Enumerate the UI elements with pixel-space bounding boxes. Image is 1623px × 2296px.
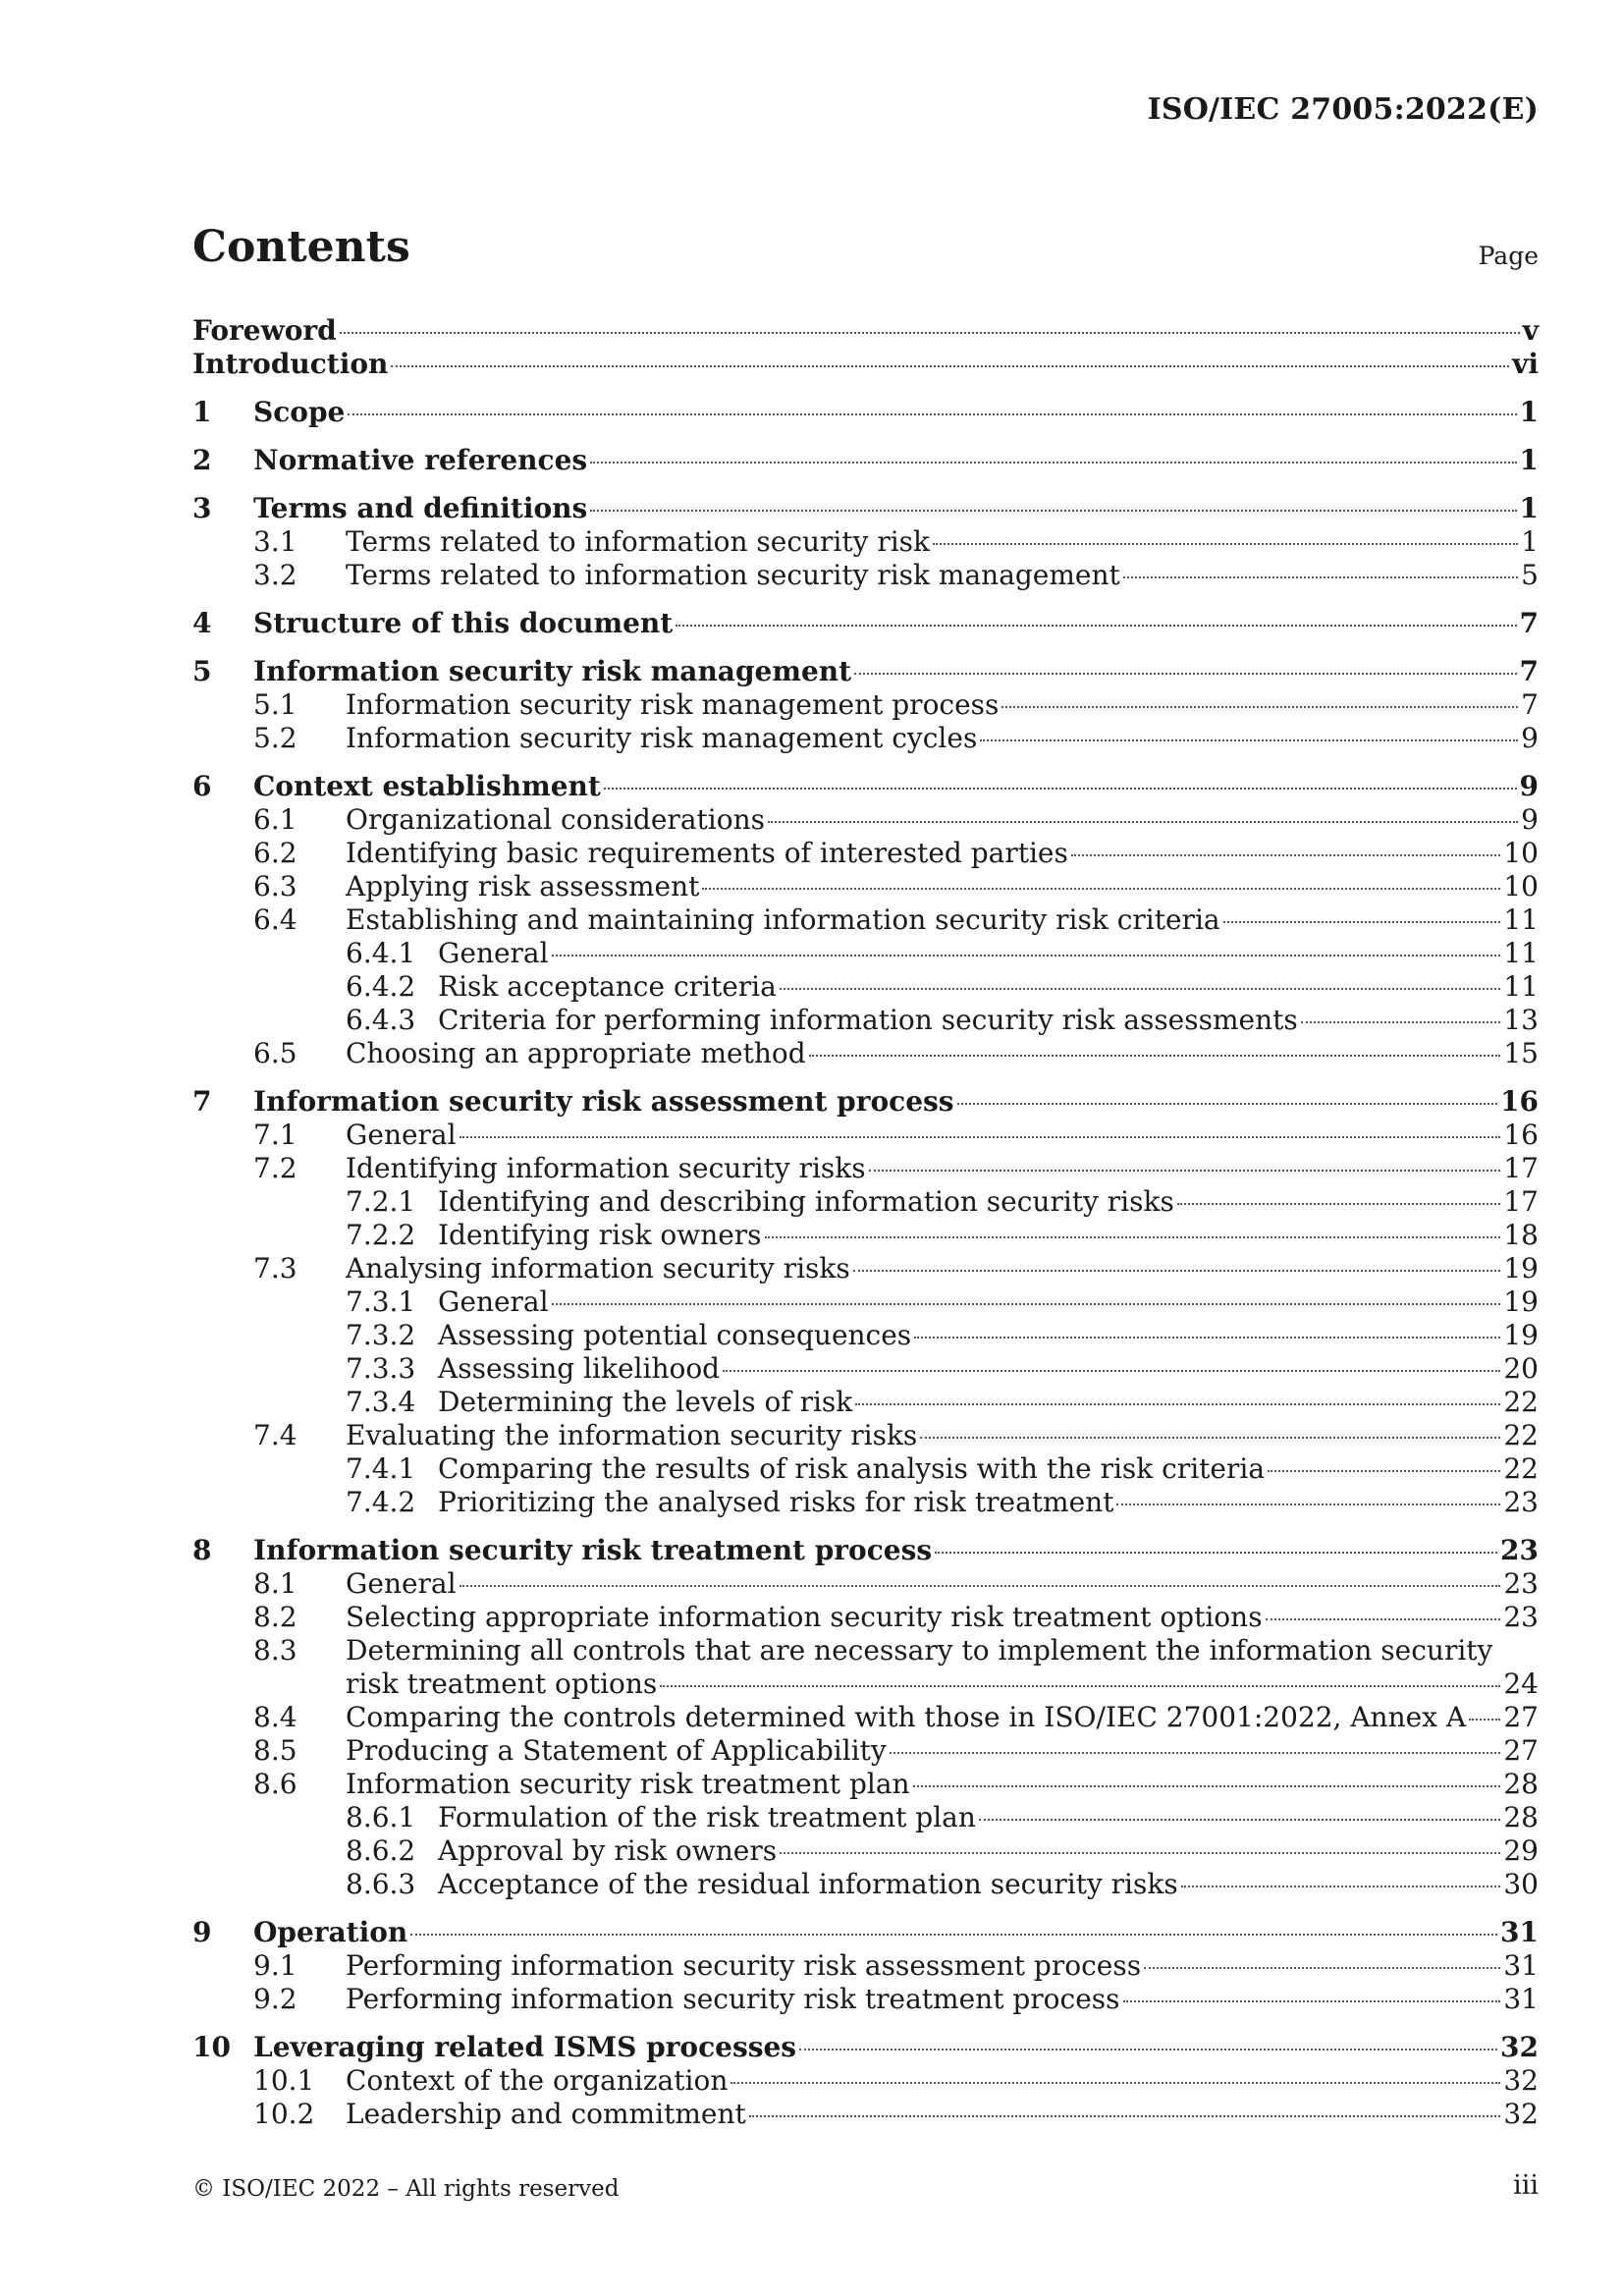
toc-entry-number: 9 xyxy=(192,1916,212,1948)
toc-entry-page[interactable]: 20 xyxy=(1503,1352,1539,1385)
toc-entry[interactable] xyxy=(253,1768,1539,1801)
toc-entry-page[interactable]: 22 xyxy=(1503,1452,1539,1485)
toc-entry[interactable] xyxy=(253,1004,1539,1037)
toc-entry-label[interactable]: Assessing potential consequences xyxy=(438,1319,912,1351)
toc-entry[interactable] xyxy=(192,314,1539,348)
dot-leader xyxy=(1123,2000,1501,2002)
toc-entry-label[interactable]: Foreword xyxy=(192,314,337,347)
toc-entry[interactable] xyxy=(253,1185,1539,1219)
toc-entry-page[interactable]: 7 xyxy=(1521,688,1539,721)
toc-entry[interactable] xyxy=(253,1983,1539,2016)
toc-entry[interactable] xyxy=(253,1219,1539,1252)
dot-leader xyxy=(980,739,1518,741)
toc-entry-page[interactable]: 7 xyxy=(1519,655,1539,687)
dot-leader xyxy=(935,1552,1497,1554)
toc-entry-label[interactable]: Identifying and describing information security risks xyxy=(438,1185,1174,1218)
toc-entry-line xyxy=(346,2098,1539,2131)
dot-leader xyxy=(552,955,1501,957)
dot-leader xyxy=(780,1852,1500,1854)
toc-entry-number: 8.6.2 xyxy=(346,1834,416,1867)
dot-leader xyxy=(590,462,1516,464)
toc-entry-label[interactable]: Applying risk assessment xyxy=(346,870,700,902)
toc-entry[interactable] xyxy=(253,1701,1539,1734)
toc-entry-label[interactable]: Risk acceptance criteria xyxy=(438,970,777,1003)
dot-leader xyxy=(1071,854,1500,856)
dot-leader xyxy=(702,888,1500,890)
toc-entry[interactable] xyxy=(253,1834,1539,1868)
toc-entry-page[interactable]: 10 xyxy=(1503,870,1539,902)
toc-entry-number: 8.4 xyxy=(253,1701,298,1733)
toc-entry[interactable] xyxy=(253,1868,1539,1901)
toc-entry-page[interactable]: vi xyxy=(1512,348,1539,380)
toc-entry-label[interactable]: Normative references xyxy=(253,444,588,476)
dot-leader xyxy=(723,1370,1500,1372)
toc-entry-label[interactable]: Context of the organization xyxy=(346,2064,729,2097)
toc-entry-line xyxy=(253,396,1539,429)
toc-entry[interactable] xyxy=(253,1319,1539,1352)
dot-leader xyxy=(780,988,1501,990)
page-number: iii xyxy=(1513,2170,1539,2201)
toc-entry[interactable] xyxy=(253,1734,1539,1768)
dot-leader xyxy=(933,543,1518,545)
toc-entry-label[interactable]: Comparing the results of risk analysis with the risk criteria xyxy=(438,1452,1266,1485)
toc-entry-line xyxy=(253,1916,1539,1949)
toc-entry-page[interactable]: 17 xyxy=(1503,1152,1539,1184)
toc-entry-page[interactable]: 1 xyxy=(1521,525,1539,558)
toc-entry-line xyxy=(346,803,1539,837)
dot-leader xyxy=(1301,1021,1501,1023)
toc-entry-page[interactable]: 1 xyxy=(1519,444,1539,476)
dot-leader xyxy=(979,1819,1500,1821)
toc-entry-page[interactable]: 9 xyxy=(1519,770,1539,802)
toc-entry-number: 6.4.1 xyxy=(346,937,416,969)
toc-entry-label[interactable]: Identifying information security risks xyxy=(346,1152,866,1184)
toc-entry-number: 3 xyxy=(192,492,212,524)
toc-entry[interactable] xyxy=(192,1534,1539,1567)
dot-leader xyxy=(914,1337,1500,1339)
toc-entry-page[interactable]: 1 xyxy=(1519,396,1539,428)
toc-entry[interactable] xyxy=(253,1285,1539,1319)
toc-entry-line xyxy=(346,688,1539,722)
toc-entry-page[interactable]: 16 xyxy=(1503,1119,1539,1151)
dot-leader xyxy=(730,2082,1500,2084)
toc-entry-label[interactable]: Information security risk assessment process xyxy=(253,1085,954,1118)
toc-entry-page[interactable]: 27 xyxy=(1503,1701,1539,1733)
toc-entry[interactable] xyxy=(253,722,1539,755)
toc-entry-number: 6.5 xyxy=(253,1037,298,1069)
toc-entry-number: 7.3 xyxy=(253,1252,298,1285)
toc-entry[interactable] xyxy=(253,1801,1539,1834)
toc-entry-label[interactable]: Terms related to information security risk xyxy=(346,525,931,558)
toc-entry-line xyxy=(346,722,1539,755)
toc-entry-page[interactable]: 19 xyxy=(1503,1285,1539,1318)
toc-entry-number: 6.3 xyxy=(253,870,298,902)
dot-leader xyxy=(1469,1719,1500,1721)
toc-entry[interactable] xyxy=(192,607,1539,640)
toc-entry-label[interactable]: Information security risk management xyxy=(253,655,852,687)
dot-leader xyxy=(957,1103,1497,1105)
toc-entry-line xyxy=(438,1834,1539,1868)
toc-entry-number: 3.2 xyxy=(253,559,298,591)
toc-entry-number: 10 xyxy=(192,2031,231,2063)
toc-entry-page[interactable]: 27 xyxy=(1503,1734,1539,1767)
toc-entry-line xyxy=(346,1119,1539,1152)
toc-entry-label[interactable]: Determining the levels of risk xyxy=(438,1386,853,1418)
toc-entry-page[interactable]: 23 xyxy=(1503,1567,1539,1600)
toc-entry-line xyxy=(346,1734,1539,1768)
toc-entry-number: 8.6 xyxy=(253,1768,298,1800)
toc-entry-number: 7.1 xyxy=(253,1119,298,1151)
toc-entry-line xyxy=(346,903,1539,937)
toc-entry-label[interactable]: Structure of this document xyxy=(253,607,674,639)
toc-entry-line xyxy=(346,837,1539,870)
toc-entry-line xyxy=(438,1185,1539,1219)
toc-entry-line xyxy=(438,970,1539,1004)
toc-entry-number: 7.3.2 xyxy=(346,1319,416,1351)
toc-entry[interactable] xyxy=(192,1916,1539,1949)
toc-entry-label[interactable]: Information security risk treatment plan xyxy=(346,1768,910,1800)
toc-entry-number: 5.2 xyxy=(253,722,298,754)
toc-entry-label[interactable]: risk treatment options xyxy=(346,1667,658,1700)
toc-entry[interactable] xyxy=(253,2098,1539,2131)
toc-entry-number: 7.3.1 xyxy=(346,1285,416,1318)
toc-entry[interactable] xyxy=(253,1452,1539,1486)
toc-entry[interactable] xyxy=(253,1386,1539,1419)
toc-entry-label-line1: Determining all controls that are necessary to implement the information security xyxy=(346,1634,1493,1667)
toc-entry[interactable] xyxy=(253,525,1539,559)
toc-entry[interactable] xyxy=(253,2064,1539,2098)
toc-entry-line xyxy=(346,1768,1539,1801)
dot-leader xyxy=(890,1752,1501,1754)
toc-entry-number: 8.3 xyxy=(253,1634,298,1667)
toc-entry-line xyxy=(346,1667,1539,1701)
dot-leader xyxy=(1177,1203,1501,1205)
toc-entry-label[interactable]: Terms and definitions xyxy=(253,492,588,524)
toc-entry-line xyxy=(346,1601,1539,1634)
toc-entry-label[interactable]: Evaluating the information security risks xyxy=(346,1419,918,1451)
toc-entry[interactable] xyxy=(192,655,1539,688)
toc-entry-number: 7.2.2 xyxy=(346,1219,416,1251)
toc-entry[interactable] xyxy=(192,348,1539,381)
toc-entry[interactable] xyxy=(253,688,1539,722)
toc-entry-number: 4 xyxy=(192,607,212,639)
toc-entry-number: 7.4.1 xyxy=(346,1452,416,1485)
toc-entry-label[interactable]: Information security risk treatment process xyxy=(253,1534,933,1566)
toc-entry-number: 8.2 xyxy=(253,1601,298,1633)
toc-entry-page[interactable]: 30 xyxy=(1503,1868,1539,1900)
toc-entry-line xyxy=(346,1567,1539,1601)
toc-entry-number: 2 xyxy=(192,444,212,476)
toc-entry-page[interactable]: 32 xyxy=(1500,2031,1539,2063)
toc-entry-line xyxy=(346,870,1539,903)
toc-entry-page[interactable]: 29 xyxy=(1503,1834,1539,1867)
copyright-notice: © ISO/IEC 2022 – All rights reserved xyxy=(192,2176,620,2202)
toc-entry-label[interactable]: Producing a Statement of Applicability xyxy=(346,1734,887,1767)
toc-entry-page[interactable]: 11 xyxy=(1503,937,1539,969)
toc-entry-line xyxy=(253,492,1539,525)
toc-entry-number: 7.3.4 xyxy=(346,1386,416,1418)
toc-entry-label[interactable]: Acceptance of the residual information security risks xyxy=(438,1868,1178,1900)
toc-entry-label[interactable]: Introduction xyxy=(192,348,389,380)
toc-entry-line xyxy=(253,607,1539,640)
toc-entry-label[interactable]: Establishing and maintaining information security risk criteria xyxy=(346,903,1220,936)
toc-entry-label[interactable]: Formulation of the risk treatment plan xyxy=(438,1801,976,1833)
toc-entry[interactable] xyxy=(253,870,1539,903)
toc-entry-label[interactable]: General xyxy=(346,1119,457,1151)
toc-entry-line xyxy=(438,1219,1539,1252)
dot-leader xyxy=(749,2115,1501,2117)
dot-leader xyxy=(799,2049,1497,2050)
toc-entry-line xyxy=(346,1037,1539,1070)
toc-entry-number: 3.1 xyxy=(253,525,298,558)
toc-entry-page[interactable]: 31 xyxy=(1503,1983,1539,2015)
toc-entry[interactable] xyxy=(253,1037,1539,1070)
dot-leader xyxy=(1266,1618,1501,1620)
toc-entry-number: 7.4.2 xyxy=(346,1486,416,1518)
toc-entry-page[interactable]: 17 xyxy=(1503,1185,1539,1218)
dot-leader xyxy=(853,1270,1501,1272)
toc-entry[interactable] xyxy=(253,970,1539,1004)
dot-leader xyxy=(913,1785,1501,1787)
toc-entry-line xyxy=(253,770,1539,803)
toc-entry-line xyxy=(438,1868,1539,1901)
dot-leader xyxy=(1268,1470,1500,1472)
toc-entry-page[interactable]: 15 xyxy=(1503,1037,1539,1069)
toc-entry-number: 10.2 xyxy=(253,2098,315,2130)
toc-entry-page[interactable]: 9 xyxy=(1521,722,1539,754)
toc-entry-page[interactable]: 7 xyxy=(1519,607,1539,639)
toc-entry-label[interactable]: Approval by risk owners xyxy=(438,1834,778,1867)
toc-entry-page[interactable]: 16 xyxy=(1500,1085,1539,1118)
toc-entry-line xyxy=(253,2031,1539,2064)
toc-entry-line xyxy=(192,348,1539,381)
toc-entry[interactable] xyxy=(192,492,1539,525)
toc-entry-number: 5.1 xyxy=(253,688,298,721)
page-column-label: Page xyxy=(1478,242,1539,270)
toc-entry-label[interactable]: General xyxy=(438,937,549,969)
toc-entry-page[interactable]: 22 xyxy=(1503,1419,1539,1451)
toc-entry-page[interactable]: 32 xyxy=(1503,2064,1539,2097)
dot-leader xyxy=(590,510,1516,512)
toc-entry[interactable] xyxy=(192,444,1539,477)
toc-entry[interactable] xyxy=(192,396,1539,429)
toc-entry-line xyxy=(346,1419,1539,1452)
toc-entry-page[interactable]: 28 xyxy=(1503,1801,1539,1833)
toc-entry-line xyxy=(438,937,1539,970)
toc-entry-page[interactable]: 23 xyxy=(1500,1534,1539,1566)
toc-entry-label[interactable]: Choosing an appropriate method xyxy=(346,1037,806,1069)
toc-entry-number: 7.4 xyxy=(253,1419,298,1451)
toc-entry-label[interactable]: Prioritizing the analysed risks for risk treatment xyxy=(438,1486,1114,1518)
dot-leader xyxy=(348,413,1516,415)
toc-entry-label[interactable]: General xyxy=(346,1567,457,1600)
toc-entry-line xyxy=(253,444,1539,477)
toc-entry-line xyxy=(253,1534,1539,1567)
toc-entry-line xyxy=(438,1319,1539,1352)
toc-entry-line xyxy=(253,655,1539,688)
toc-entry-line xyxy=(438,1452,1539,1486)
toc-entry[interactable] xyxy=(253,1119,1539,1152)
toc-entry[interactable] xyxy=(253,803,1539,837)
toc-entry-number: 7 xyxy=(192,1085,212,1118)
toc-entry-number: 10.1 xyxy=(253,2064,315,2097)
toc-entry-line xyxy=(438,1801,1539,1834)
toc-entry[interactable] xyxy=(253,1486,1539,1519)
toc-entry-line xyxy=(346,2064,1539,2098)
toc-entry-number: 8.1 xyxy=(253,1567,298,1600)
dot-leader xyxy=(460,1585,1501,1587)
toc-entry-line xyxy=(346,1252,1539,1285)
table-of-contents xyxy=(192,314,1539,2131)
toc-entry-page[interactable]: 19 xyxy=(1503,1252,1539,1285)
dot-leader xyxy=(552,1303,1501,1305)
toc-entry-number: 6.4.3 xyxy=(346,1004,416,1036)
dot-leader xyxy=(410,1934,1497,1936)
toc-entry-line xyxy=(438,1486,1539,1519)
toc-entry-label[interactable]: Context establishment xyxy=(253,770,601,802)
dot-leader xyxy=(854,673,1516,675)
dot-leader xyxy=(391,365,1509,367)
toc-entry-number: 5 xyxy=(192,655,212,687)
toc-entry-number: 7.2.1 xyxy=(346,1185,416,1218)
toc-entry-label[interactable]: Leadership and commitment xyxy=(346,2098,746,2130)
toc-entry-line xyxy=(346,559,1539,592)
toc-entry-label[interactable]: Information security risk management cycles xyxy=(346,722,978,754)
toc-entry[interactable] xyxy=(253,559,1539,592)
toc-entry[interactable] xyxy=(253,1567,1539,1601)
toc-entry-page[interactable]: 5 xyxy=(1521,559,1539,591)
toc-entry-label[interactable]: Organizational considerations xyxy=(346,803,765,836)
dot-leader xyxy=(1223,921,1501,923)
toc-entry-number: 6 xyxy=(192,770,212,802)
toc-entry[interactable] xyxy=(253,1252,1539,1285)
dot-leader xyxy=(1001,706,1518,708)
document-id: ISO/IEC 27005:2022(E) xyxy=(1147,92,1539,127)
toc-entry-number: 9.1 xyxy=(253,1949,298,1982)
toc-entry-number: 8.6.1 xyxy=(346,1801,416,1833)
dot-leader xyxy=(1116,1503,1500,1505)
toc-entry[interactable] xyxy=(253,903,1539,937)
toc-entry-page[interactable]: 9 xyxy=(1521,803,1539,836)
dot-leader xyxy=(765,1236,1501,1238)
toc-entry-label[interactable]: Assessing likelihood xyxy=(438,1352,721,1385)
toc-entry[interactable] xyxy=(253,1152,1539,1185)
toc-entry[interactable] xyxy=(253,1419,1539,1452)
toc-entry-number: 8 xyxy=(192,1534,212,1566)
toc-entry-label[interactable]: Identifying basic requirements of interested parties xyxy=(346,837,1068,869)
toc-entry-number: 1 xyxy=(192,396,212,428)
toc-entry-page[interactable]: 31 xyxy=(1503,1949,1539,1982)
toc-entry-page[interactable]: 11 xyxy=(1503,970,1539,1003)
dot-leader xyxy=(1181,1886,1501,1887)
dot-leader xyxy=(340,332,1520,334)
toc-entry[interactable] xyxy=(192,770,1539,803)
toc-entry-line xyxy=(346,1983,1539,2016)
toc-entry-page[interactable]: 13 xyxy=(1503,1004,1539,1036)
toc-entry-line xyxy=(192,314,1539,348)
toc-entry-page[interactable]: 32 xyxy=(1503,2098,1539,2130)
toc-entry[interactable] xyxy=(253,1601,1539,1634)
toc-entry-page[interactable]: 23 xyxy=(1503,1486,1539,1518)
dot-leader xyxy=(460,1136,1501,1138)
toc-entry-line xyxy=(438,1004,1539,1037)
toc-entry[interactable] xyxy=(253,1352,1539,1386)
dot-leader xyxy=(768,821,1518,823)
toc-entry-label[interactable]: Leveraging related ISMS processes xyxy=(253,2031,797,2063)
toc-entry-label[interactable]: Identifying risk owners xyxy=(438,1219,762,1251)
dot-leader xyxy=(869,1170,1501,1172)
toc-entry-page[interactable]: 31 xyxy=(1500,1916,1539,1948)
contents-title: Contents xyxy=(192,222,410,272)
toc-entry-page[interactable]: 22 xyxy=(1503,1386,1539,1418)
toc-entry-page[interactable]: 11 xyxy=(1503,903,1539,936)
toc-entry[interactable] xyxy=(192,1085,1539,1119)
dot-leader xyxy=(676,625,1516,627)
toc-entry-line xyxy=(346,525,1539,559)
dot-leader xyxy=(1123,576,1518,578)
toc-entry-label[interactable]: Performing information security risk assessment process xyxy=(346,1949,1142,1982)
toc-entry-page[interactable]: v xyxy=(1522,314,1539,347)
toc-entry-line xyxy=(438,1352,1539,1386)
toc-entry-label[interactable]: Performing information security risk treatment process xyxy=(346,1983,1120,2015)
toc-entry-page[interactable]: 1 xyxy=(1519,492,1539,524)
toc-entry-page[interactable]: 19 xyxy=(1503,1319,1539,1351)
dot-leader xyxy=(920,1437,1500,1439)
toc-entry[interactable] xyxy=(253,1949,1539,1983)
toc-entry-number: 8.5 xyxy=(253,1734,298,1767)
dot-leader xyxy=(1144,1967,1500,1969)
dot-leader xyxy=(809,1055,1501,1057)
toc-entry-label[interactable]: Comparing the controls determined with those in ISO/IEC 27001:2022, Annex A xyxy=(346,1701,1467,1733)
toc-entry-line xyxy=(438,1386,1539,1419)
toc-entry-label[interactable]: Analysing information security risks xyxy=(346,1252,850,1285)
dot-leader xyxy=(660,1685,1500,1687)
toc-entry-number: 6.4.2 xyxy=(346,970,416,1003)
toc-entry-number: 7.2 xyxy=(253,1152,298,1184)
dot-leader xyxy=(604,788,1517,790)
toc-entry-label[interactable]: Scope xyxy=(253,396,346,428)
toc-entry-page[interactable]: 10 xyxy=(1503,837,1539,869)
toc-entry[interactable] xyxy=(192,2031,1539,2064)
toc-entry-number: 6.2 xyxy=(253,837,298,869)
toc-entry-number: 6.1 xyxy=(253,803,298,836)
dot-leader xyxy=(855,1403,1500,1405)
toc-entry-number: 9.2 xyxy=(253,1983,298,2015)
toc-entry-label[interactable]: Operation xyxy=(253,1916,408,1948)
toc-entry-page[interactable]: 23 xyxy=(1503,1601,1539,1633)
toc-entry-number: 7.3.3 xyxy=(346,1352,416,1385)
toc-entry-line xyxy=(346,1701,1539,1734)
toc-entry[interactable] xyxy=(253,837,1539,870)
toc-entry-page[interactable]: 28 xyxy=(1503,1768,1539,1800)
toc-entry-number: 8.6.3 xyxy=(346,1868,416,1900)
toc-entry-label[interactable]: Information security risk management process xyxy=(346,688,1000,721)
toc-entry-label[interactable]: General xyxy=(438,1285,549,1318)
toc-entry-page[interactable]: 24 xyxy=(1503,1667,1539,1700)
toc-entry-line xyxy=(438,1285,1539,1319)
toc-entry-label[interactable]: Terms related to information security risk management xyxy=(346,559,1120,591)
toc-entry[interactable] xyxy=(253,937,1539,970)
toc-entry[interactable] xyxy=(253,1634,1539,1701)
toc-entry-label[interactable]: Selecting appropriate information security risk treatment options xyxy=(346,1601,1263,1633)
toc-entry-page[interactable]: 18 xyxy=(1503,1219,1539,1251)
toc-entry-line xyxy=(346,1152,1539,1185)
toc-entry-number: 6.4 xyxy=(253,903,298,936)
toc-entry-label[interactable]: Criteria for performing information security risk assessments xyxy=(438,1004,1298,1036)
toc-entry-line xyxy=(346,1949,1539,1983)
toc-entry-line xyxy=(253,1085,1539,1119)
